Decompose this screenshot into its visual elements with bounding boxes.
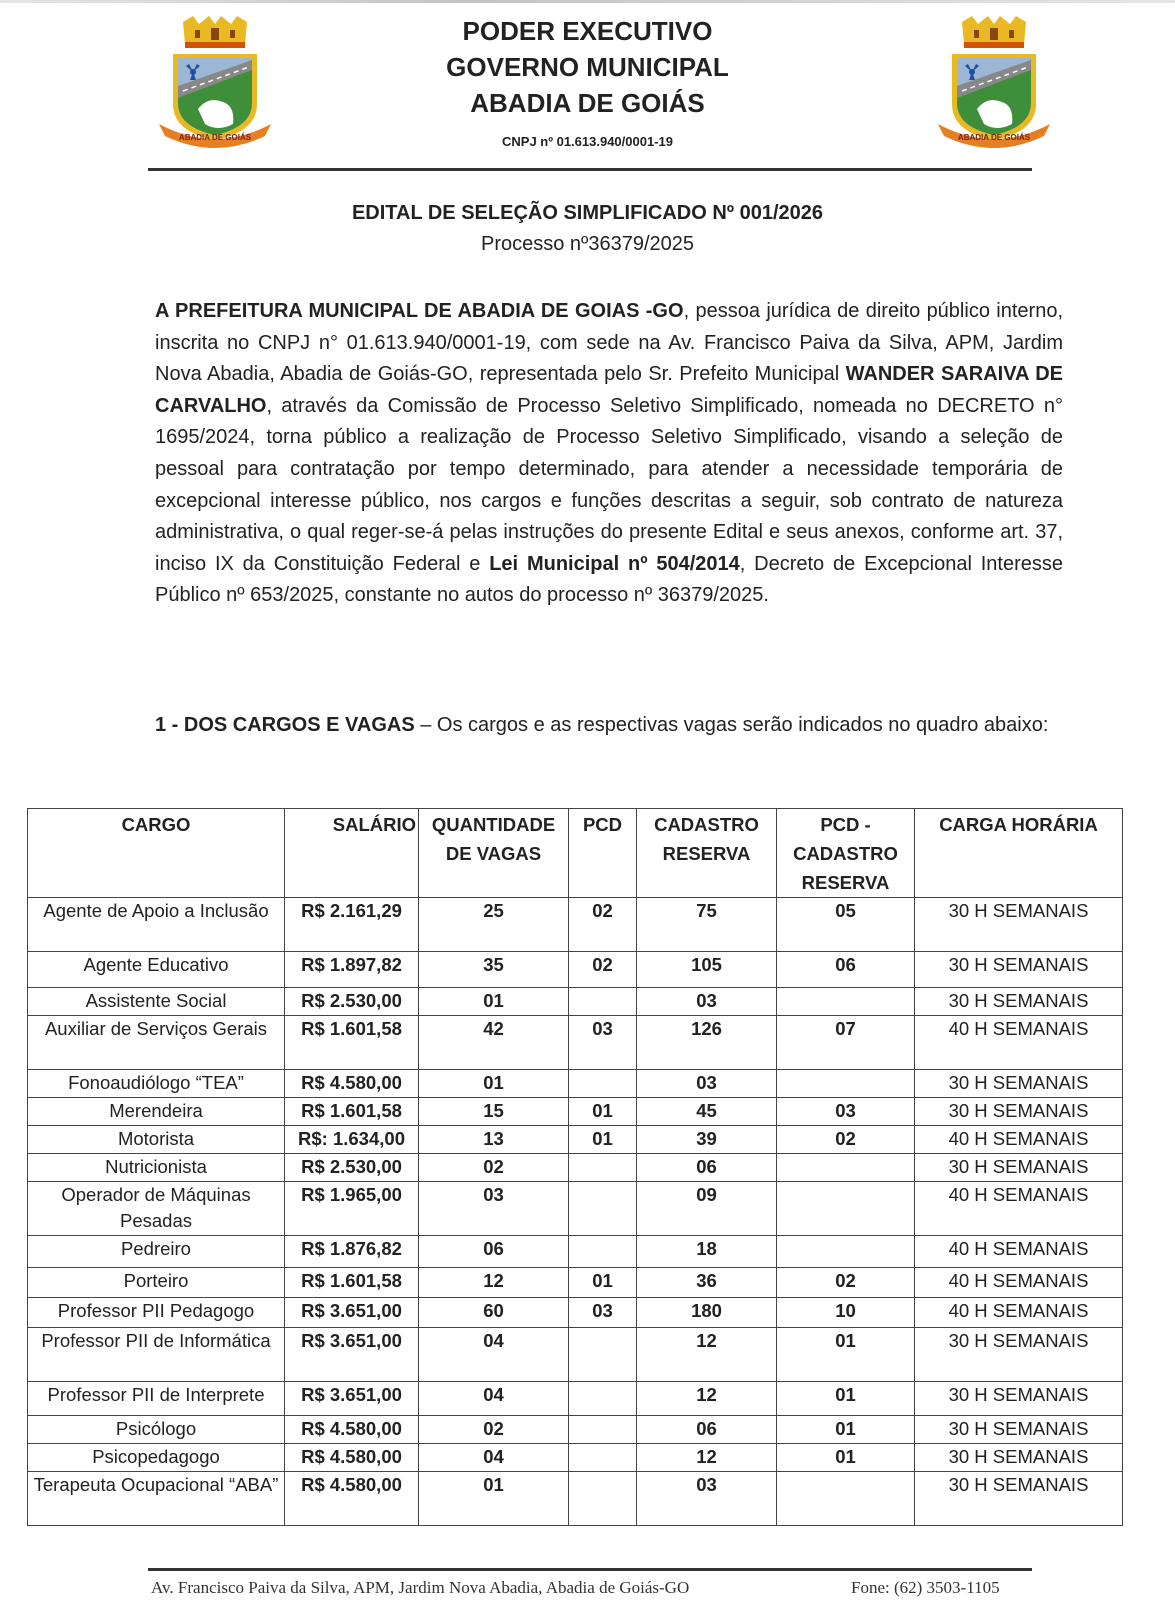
section-1-heading: 1 - DOS CARGOS E VAGAS bbox=[155, 714, 415, 736]
vagas-table bbox=[27, 808, 1123, 1526]
cell-cadastro: 06 bbox=[637, 1416, 777, 1444]
cell-cadastro: 75 bbox=[637, 898, 777, 952]
col-header-carga: CARGA HORÁRIA bbox=[915, 809, 1123, 898]
cell-salario: R$ 2.530,00 bbox=[285, 988, 419, 1016]
processo-number: Processo nº36379/2025 bbox=[480, 233, 695, 255]
cell-pcd-cadastro bbox=[777, 988, 915, 1016]
header-line-3: ABADIA DE GOIÁS bbox=[470, 88, 705, 118]
cell-salario: R$ 1.876,82 bbox=[285, 1236, 419, 1268]
cell-carga: 40 H SEMANAIS bbox=[915, 1268, 1123, 1298]
cell-pcd-cadastro: 10 bbox=[777, 1298, 915, 1328]
table-row bbox=[28, 1472, 1123, 1526]
cell-pcd: 02 bbox=[569, 898, 637, 952]
cell-cargo: Auxiliar de Serviços Gerais bbox=[28, 1016, 285, 1070]
cell-salario: R$ 1.965,00 bbox=[285, 1182, 419, 1236]
table-row bbox=[28, 1298, 1123, 1328]
header-line-2: GOVERNO MUNICIPAL bbox=[446, 52, 729, 82]
cell-pcd bbox=[569, 1328, 637, 1382]
header-divider bbox=[148, 168, 1032, 171]
cell-salario: R$ 3.651,00 bbox=[285, 1382, 419, 1416]
cell-cargo: Merendeira bbox=[28, 1098, 285, 1126]
footer-address: Av. Francisco Paiva da Silva, APM, Jardim Nova Abadia, Abadia de Goiás-GO bbox=[151, 1578, 690, 1597]
cell-carga: 30 H SEMANAIS bbox=[915, 1472, 1123, 1526]
cell-pcd: 02 bbox=[569, 952, 637, 988]
cell-pcd-cadastro: 01 bbox=[777, 1382, 915, 1416]
cell-pcd bbox=[569, 1444, 637, 1472]
section-1-text: – Os cargos e as respectivas vagas serão indicados no quadro abaixo: bbox=[414, 714, 1049, 736]
cell-pcd-cadastro: 06 bbox=[777, 952, 915, 988]
header-line-1: PODER EXECUTIVO bbox=[462, 16, 713, 46]
col-header-salario: SALÁRIO bbox=[285, 809, 419, 898]
cell-cadastro: 09 bbox=[637, 1182, 777, 1236]
cell-carga: 30 H SEMANAIS bbox=[915, 898, 1123, 952]
cell-pcd-cadastro: 01 bbox=[777, 1416, 915, 1444]
cell-cargo: Agente de Apoio a Inclusão bbox=[28, 898, 285, 952]
cell-cadastro: 06 bbox=[637, 1154, 777, 1182]
cell-carga: 30 H SEMANAIS bbox=[915, 988, 1123, 1016]
footer-divider bbox=[148, 1568, 1032, 1571]
municipal-crest-icon bbox=[932, 14, 1056, 148]
col-header-vagas: QUANTIDADE DE VAGAS bbox=[419, 809, 569, 898]
cell-pcd-cadastro bbox=[777, 1182, 915, 1236]
edital-title: EDITAL DE SELEÇÃO SIMPLIFICADO Nº 001/2026 bbox=[351, 202, 824, 224]
cell-salario: R$ 4.580,00 bbox=[285, 1070, 419, 1098]
col-header-pcd-cadastro: PCD - CADASTRO RESERVA bbox=[777, 809, 915, 898]
crest-label: ABADIA DE GOIÁS bbox=[178, 133, 252, 142]
cell-salario: R$ 4.580,00 bbox=[285, 1444, 419, 1472]
cell-vagas: 01 bbox=[419, 988, 569, 1016]
municipal-crest-icon bbox=[153, 14, 277, 148]
cell-carga: 40 H SEMANAIS bbox=[915, 1126, 1123, 1154]
cell-carga: 30 H SEMANAIS bbox=[915, 1070, 1123, 1098]
table-row bbox=[28, 1236, 1123, 1268]
cell-pcd: 03 bbox=[569, 1016, 637, 1070]
cell-cadastro: 03 bbox=[637, 1070, 777, 1098]
cell-pcd: 03 bbox=[569, 1298, 637, 1328]
table-row bbox=[28, 1416, 1123, 1444]
cell-vagas: 04 bbox=[419, 1382, 569, 1416]
intro-bold-prefeito: WANDER SARAIVA DE CARVALHO bbox=[155, 363, 1063, 417]
section-1 bbox=[155, 710, 1063, 741]
table-row bbox=[28, 1126, 1123, 1154]
cell-cadastro: 12 bbox=[637, 1328, 777, 1382]
col-header-cargo: CARGO bbox=[28, 809, 285, 898]
cell-vagas: 42 bbox=[419, 1016, 569, 1070]
cell-cadastro: 03 bbox=[637, 1472, 777, 1526]
cell-pcd bbox=[569, 1154, 637, 1182]
cell-cargo: Nutricionista bbox=[28, 1154, 285, 1182]
cell-pcd bbox=[569, 1472, 637, 1526]
cell-pcd-cadastro: 07 bbox=[777, 1016, 915, 1070]
scan-edge bbox=[0, 0, 1175, 3]
cell-cadastro: 12 bbox=[637, 1444, 777, 1472]
cell-pcd-cadastro bbox=[777, 1236, 915, 1268]
cell-pcd-cadastro: 01 bbox=[777, 1444, 915, 1472]
cell-vagas: 60 bbox=[419, 1298, 569, 1328]
cell-vagas: 13 bbox=[419, 1126, 569, 1154]
header-cnpj: CNPJ nº 01.613.940/0001-19 bbox=[502, 134, 673, 149]
cell-carga: 30 H SEMANAIS bbox=[915, 1444, 1123, 1472]
cell-salario: R$ 3.651,00 bbox=[285, 1298, 419, 1328]
cell-cargo: Terapeuta Ocupacional “ABA” bbox=[28, 1472, 285, 1526]
cell-cargo: Professor PII Pedagogo bbox=[28, 1298, 285, 1328]
cell-cargo: Professor PII de Informática bbox=[28, 1328, 285, 1382]
table-row bbox=[28, 952, 1123, 988]
cell-vagas: 04 bbox=[419, 1328, 569, 1382]
cell-carga: 30 H SEMANAIS bbox=[915, 1382, 1123, 1416]
cell-salario: R$: 1.634,00 bbox=[285, 1126, 419, 1154]
table-row bbox=[28, 898, 1123, 952]
cell-vagas: 04 bbox=[419, 1444, 569, 1472]
cell-pcd-cadastro: 01 bbox=[777, 1328, 915, 1382]
cell-pcd bbox=[569, 1416, 637, 1444]
cell-cargo: Agente Educativo bbox=[28, 952, 285, 988]
cell-carga: 40 H SEMANAIS bbox=[915, 1236, 1123, 1268]
cell-vagas: 03 bbox=[419, 1182, 569, 1236]
cell-pcd bbox=[569, 1236, 637, 1268]
intro-paragraph bbox=[155, 296, 1063, 612]
cell-carga: 40 H SEMANAIS bbox=[915, 1298, 1123, 1328]
cell-vagas: 15 bbox=[419, 1098, 569, 1126]
intro-text-3: , Decreto de Excepcional Interesse Público nº 653/2025, constante no autos do processo nº 36379/2025. bbox=[155, 552, 1064, 607]
cell-salario: R$ 2.161,29 bbox=[285, 898, 419, 952]
intro-text-1: , pessoa jurídica de direito público interno, inscrita no CNPJ n° 01.613.940/0001-19, com sede na Av. Francisco Paiva da Silva, APM, Jardim Nova Abadia, Abadia de Goiás-GO, representada pelo Sr. Prefeito Municipal bbox=[155, 300, 1064, 386]
cell-cadastro: 39 bbox=[637, 1126, 777, 1154]
cell-vagas: 06 bbox=[419, 1236, 569, 1268]
cell-pcd: 01 bbox=[569, 1098, 637, 1126]
table-row bbox=[28, 1328, 1123, 1382]
cell-vagas: 35 bbox=[419, 952, 569, 988]
cell-salario: R$ 3.651,00 bbox=[285, 1328, 419, 1382]
cell-pcd-cadastro bbox=[777, 1154, 915, 1182]
cell-pcd bbox=[569, 1382, 637, 1416]
cell-pcd-cadastro: 05 bbox=[777, 898, 915, 952]
cell-salario: R$ 4.580,00 bbox=[285, 1472, 419, 1526]
cell-carga: 30 H SEMANAIS bbox=[915, 1416, 1123, 1444]
intro-bold-prefeitura: A PREFEITURA MUNICIPAL DE ABADIA DE GOIAS -GO bbox=[155, 300, 684, 322]
cell-salario: R$ 1.601,58 bbox=[285, 1016, 419, 1070]
footer-phone: Fone: (62) 3503-1105 bbox=[851, 1578, 1000, 1597]
cell-cargo: Pedreiro bbox=[28, 1236, 285, 1268]
cell-salario: R$ 2.530,00 bbox=[285, 1154, 419, 1182]
cell-cadastro: 18 bbox=[637, 1236, 777, 1268]
cell-cargo: Fonoaudiólogo “TEA” bbox=[28, 1070, 285, 1098]
cell-cadastro: 45 bbox=[637, 1098, 777, 1126]
table-row bbox=[28, 1070, 1123, 1098]
cell-cadastro: 180 bbox=[637, 1298, 777, 1328]
table-row bbox=[28, 1268, 1123, 1298]
cell-pcd: 01 bbox=[569, 1126, 637, 1154]
cell-carga: 30 H SEMANAIS bbox=[915, 1328, 1123, 1382]
cell-cargo: Operador de Máquinas Pesadas bbox=[28, 1182, 285, 1236]
cell-vagas: 25 bbox=[419, 898, 569, 952]
cell-pcd bbox=[569, 1070, 637, 1098]
cell-salario: R$ 1.601,58 bbox=[285, 1268, 419, 1298]
cell-vagas: 01 bbox=[419, 1472, 569, 1526]
cell-carga: 40 H SEMANAIS bbox=[915, 1182, 1123, 1236]
table-row bbox=[28, 988, 1123, 1016]
cell-salario: R$ 1.601,58 bbox=[285, 1098, 419, 1126]
cell-cargo: Motorista bbox=[28, 1126, 285, 1154]
cell-vagas: 02 bbox=[419, 1416, 569, 1444]
col-header-cadastro: CADASTRO RESERVA bbox=[637, 809, 777, 898]
cell-pcd-cadastro: 02 bbox=[777, 1268, 915, 1298]
table-header-row bbox=[28, 809, 1123, 898]
cell-pcd-cadastro bbox=[777, 1472, 915, 1526]
cell-cadastro: 03 bbox=[637, 988, 777, 1016]
crest-label: ABADIA DE GOIÁS bbox=[957, 133, 1031, 142]
table-row bbox=[28, 1154, 1123, 1182]
cell-vagas: 01 bbox=[419, 1070, 569, 1098]
cell-pcd-cadastro: 02 bbox=[777, 1126, 915, 1154]
cell-pcd-cadastro bbox=[777, 1070, 915, 1098]
table-row bbox=[28, 1382, 1123, 1416]
table-row bbox=[28, 1444, 1123, 1472]
cell-carga: 40 H SEMANAIS bbox=[915, 1016, 1123, 1070]
col-header-pcd: PCD bbox=[569, 809, 637, 898]
cell-vagas: 02 bbox=[419, 1154, 569, 1182]
cell-pcd bbox=[569, 988, 637, 1016]
cell-cadastro: 126 bbox=[637, 1016, 777, 1070]
cell-cadastro: 36 bbox=[637, 1268, 777, 1298]
table-row bbox=[28, 1098, 1123, 1126]
cell-cargo: Assistente Social bbox=[28, 988, 285, 1016]
table-row bbox=[28, 1016, 1123, 1070]
cell-carga: 30 H SEMANAIS bbox=[915, 952, 1123, 988]
cell-salario: R$ 1.897,82 bbox=[285, 952, 419, 988]
crown bbox=[183, 16, 247, 48]
cell-pcd bbox=[569, 1182, 637, 1236]
cell-carga: 30 H SEMANAIS bbox=[915, 1154, 1123, 1182]
cell-vagas: 12 bbox=[419, 1268, 569, 1298]
cell-cadastro: 105 bbox=[637, 952, 777, 988]
intro-bold-lei: Lei Municipal nº 504/2014 bbox=[489, 552, 740, 575]
cell-cargo: Psicólogo bbox=[28, 1416, 285, 1444]
cell-salario: R$ 4.580,00 bbox=[285, 1416, 419, 1444]
intro-text-2: , através da Comissão de Processo Seletivo Simplificado, nomeada no DECRETO n° 1695/2024, torna público a realização de Processo Seletivo Simplificado, visando a seleção de pessoal para contratação por tempo determinado, para atender a necessidade temporária de excepcional interesse público, nos cargos e funções descritas a seguir, sob contrato de natureza administrativa, o qual reger-se-á pelas instruções do presente Edital e seus anexos, conforme art. 37, inciso IX da Constituição Federal e bbox=[155, 394, 1063, 575]
cell-pcd: 01 bbox=[569, 1268, 637, 1298]
cell-cadastro: 12 bbox=[637, 1382, 777, 1416]
crown bbox=[962, 16, 1026, 48]
cell-cargo: Psicopedagogo bbox=[28, 1444, 285, 1472]
cell-cargo: Porteiro bbox=[28, 1268, 285, 1298]
cell-carga: 30 H SEMANAIS bbox=[915, 1098, 1123, 1126]
cell-pcd-cadastro: 03 bbox=[777, 1098, 915, 1126]
cell-cargo: Professor PII de Interprete bbox=[28, 1382, 285, 1416]
table-row bbox=[28, 1182, 1123, 1236]
